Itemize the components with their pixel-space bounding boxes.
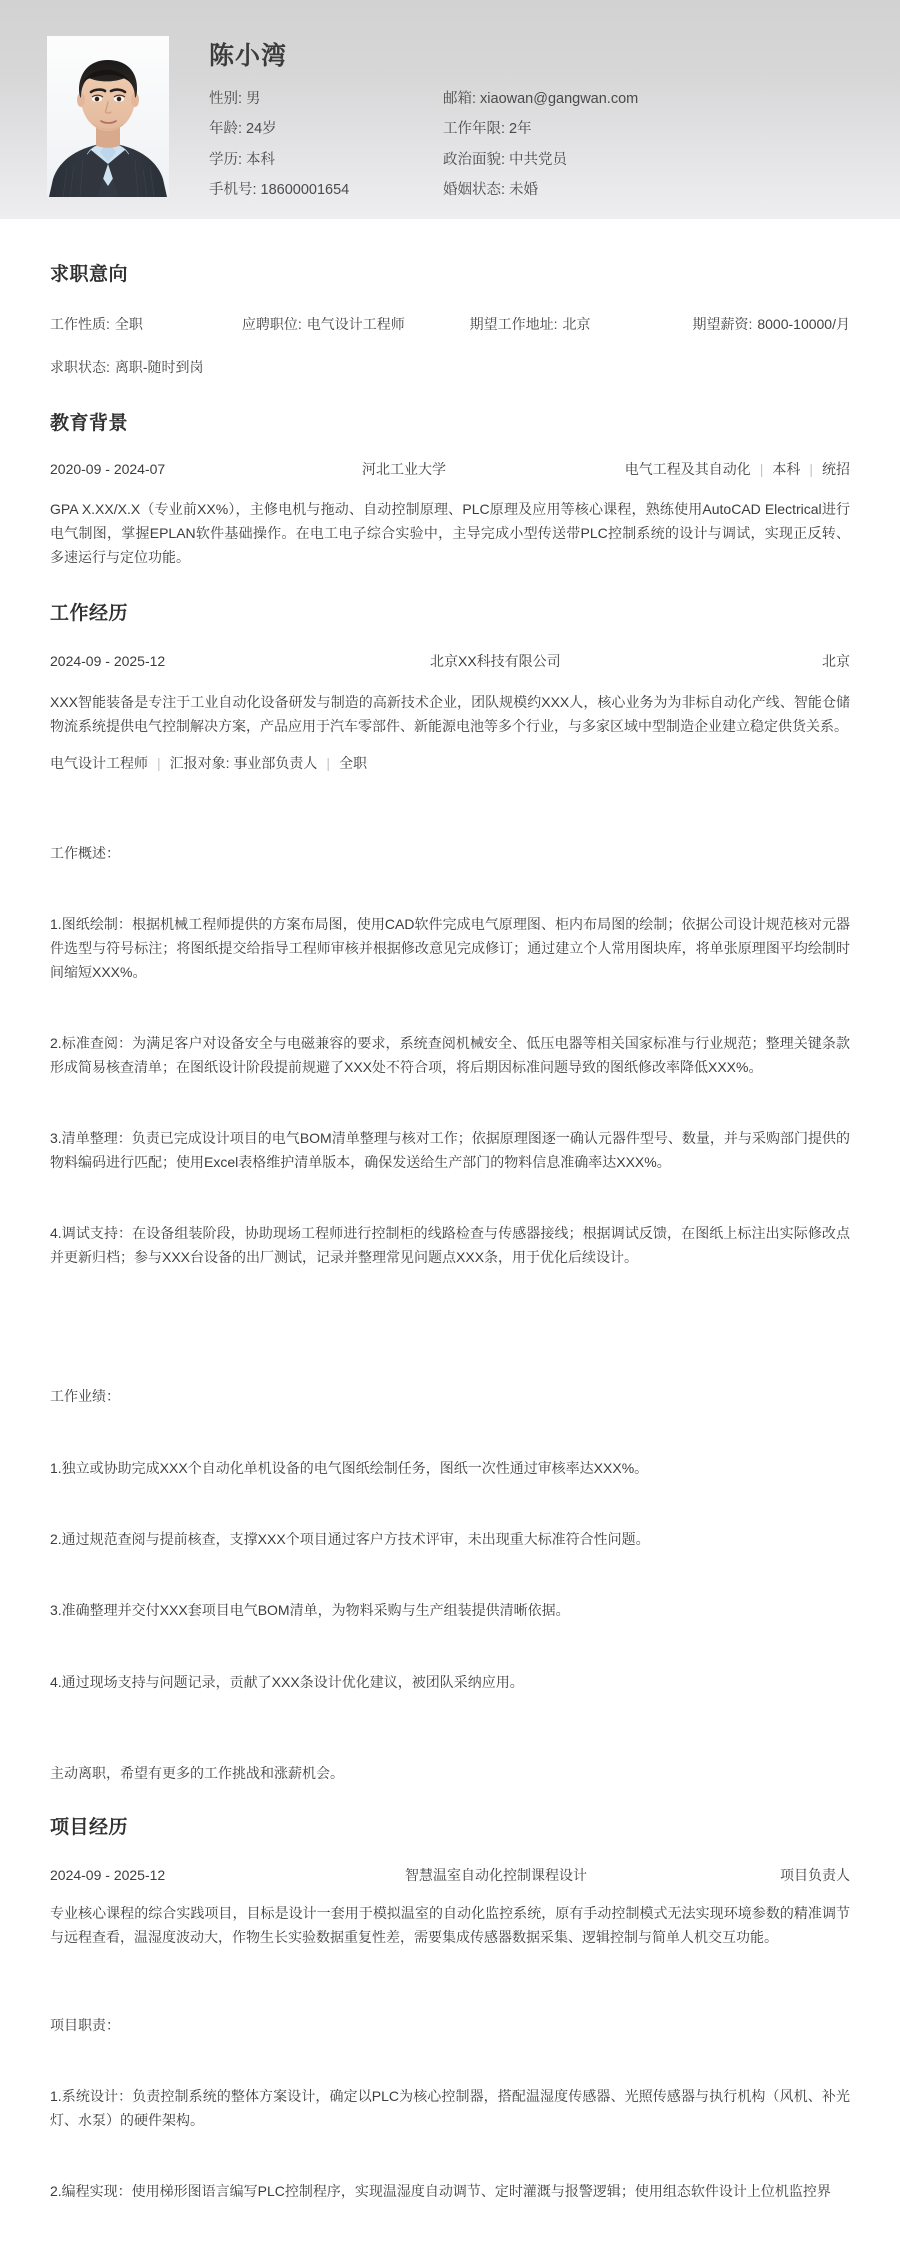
info-political-status: [443, 152, 900, 169]
project-description: 专业核心课程的综合实践项目，目标是设计一套用于模拟温室的自动化监控系统，原有手动控制模式无法实现环境参数的精准调节与远程查看，温湿度波动大，作物生长实验数据重复性差，需要集成传感器数据采集、逻辑控制与简单人机交互功能。: [50, 1905, 850, 1946]
project-meta-row: [50, 1865, 850, 1885]
work-leaving-reason: 主动离职，希望有更多的工作挑战和涨薪机会。: [50, 1765, 344, 1782]
info-degree: [209, 152, 443, 169]
work-overview-item: 2.标准查阅：为满足客户对设备安全与电磁兼容的要求，系统查阅机械安全、低压电器等相关国家标准与行业规范；整理关键条款形成简易核查清单；在图纸设计阶段提前规避了XXX处不符合项，将后期因标准问题导致的图纸修改率降低XXX%。: [50, 1034, 850, 1075]
project-date: 2024-09 - 2025-12: [50, 1867, 166, 1884]
project-entry: [50, 1865, 850, 2252]
project-duty-item: 2.编程实现：使用梯形图语言编写PLC控制程序，实现温湿度自动调节、定时灌溉与报警逻辑；使用组态软件设计上位机监控界: [50, 2183, 831, 2200]
info-political-status-value: 中共党员: [509, 151, 568, 168]
work-employment-type: 全职: [339, 755, 368, 772]
work-location: 北京: [822, 653, 850, 670]
section-title-job-intention: 求职意向: [50, 264, 129, 285]
intent-position-label: 应聘职位:: [241, 316, 302, 332]
education-meta-row: [50, 459, 850, 479]
info-email: [443, 91, 900, 108]
project-role: 项目负责人: [780, 1867, 850, 1884]
info-gender-label: 性别:: [209, 91, 243, 107]
education-date: 2020-09 - 2024-07: [50, 461, 166, 477]
avatar: [47, 36, 169, 197]
intent-position: [242, 314, 470, 334]
info-political-status-label: 政治面貌:: [443, 151, 506, 168]
info-marital-status-value: 未婚: [509, 182, 539, 199]
info-age: [209, 121, 443, 138]
info-marital-status: [443, 182, 900, 199]
work-achievement-item: 1.独立或协助完成XXX个自动化单机设备的电气图纸绘制任务，图纸一次性通过审核率达XXX%。: [50, 1459, 649, 1476]
project-duty-block: [50, 1966, 850, 2252]
intent-job-type: [50, 314, 242, 334]
work-company: 北京XX科技有限公司: [430, 653, 561, 670]
intent-status: [50, 357, 248, 377]
work-overview-item: 1.图纸绘制：根据机械工程师提供的方案布局图，使用CAD软件完成电气原理图、柜内布局图的绘制；依据公司设计规范核对元器件选型与符号标注；将图纸提交给指导工程师审核并根据修改意见完成修订；通过建立个人常用图块库，将单张原理图平均绘制时间缩短XXX%。: [50, 915, 850, 980]
info-marital-status-label: 婚姻状态:: [443, 182, 506, 199]
intent-salary-value: 8000-10000/月: [757, 316, 850, 332]
info-work-years-label: 工作年限:: [443, 121, 506, 138]
intent-location: [470, 314, 693, 334]
identity-block: [209, 36, 900, 200]
work-achievement-item: 2.通过规范查阅与提前核查，支撑XXX个项目通过客户方技术评审，未出现重大标准符合性问题。: [50, 1530, 650, 1547]
section-title-education: 教育背景: [50, 413, 129, 434]
intent-location-label: 期望工作地址:: [469, 316, 558, 332]
project-name: 智慧温室自动化控制课程设计: [405, 1867, 587, 1884]
work-report-to: 汇报对象: 事业部负责人: [169, 755, 318, 772]
info-degree-label: 学历:: [209, 151, 243, 168]
education-degree: 本科: [772, 461, 801, 477]
intent-status-label: 求职状态:: [50, 359, 110, 375]
intent-status-value: 离职-随时到岗: [114, 359, 204, 375]
education-description: GPA X.XX/X.X（专业前XX%），主修电机与拖动、自动控制原理、PLC原理及应用等核心课程，熟练使用AutoCAD Electrical进行电气制图，掌握EPLAN软件基础操作。在电工电子综合实验中，主导完成小型传送带PLC控制系统的设计与调试，实现正反转、多速运行与定位功能。: [50, 501, 850, 566]
work-role: 电气设计工程师: [50, 755, 148, 772]
info-gender-value: 男: [246, 91, 261, 107]
work-overview-item: 4.调试支持：在设备组装阶段，协助现场工程师进行控制柜的线路检查与传感器接线；根据调试反馈，在图纸上标注出实际修改点并更新归档；参与XXX台设备的出厂测试，记录并整理常见问题点XXX条，用于优化后续设计。: [50, 1225, 850, 1266]
work-overview-item: 3.清单整理：负责已完成设计项目的电气BOM清单整理与核对工作；依据原理图逐一确认元器件型号、数量，并与采购部门提供的物料编码进行匹配；使用Excel表格维护清单版本，确保发送给生产部门的物料信息准确率达XXX%。: [50, 1130, 850, 1170]
intent-salary-label: 期望薪资:: [692, 316, 753, 332]
education-entry: [50, 459, 850, 569]
section-work-experience: [50, 569, 850, 1784]
education-qualification: [625, 459, 850, 479]
info-phone-label: 手机号:: [209, 182, 257, 199]
work-overview-label: 工作概述：: [50, 844, 120, 861]
section-education: [50, 377, 850, 569]
personal-info-grid: [209, 91, 900, 200]
education-school: 河北工业大学: [362, 461, 446, 477]
section-title-project-experience: 项目经历: [50, 1817, 129, 1839]
candidate-name: 陈小湾: [209, 42, 288, 70]
intent-salary: [692, 314, 850, 334]
info-phone-value: 18600001654: [260, 182, 350, 199]
separator-icon: |: [809, 461, 813, 477]
work-achievement-label: 工作业绩：: [50, 1388, 120, 1405]
work-achievement-block: [50, 1338, 850, 1743]
education-admission: 统招: [822, 461, 850, 477]
info-email-value: xiaowan@gangwan.com: [480, 91, 639, 107]
work-achievement-item: 4.通过现场支持与问题记录，贡献了XXX条设计优化建议，被团队采纳应用。: [50, 1673, 524, 1690]
intent-job-type-value: 全职: [114, 316, 143, 332]
info-work-years-value: 2年: [509, 121, 532, 138]
work-role-line: [50, 754, 850, 774]
info-work-years: [443, 121, 900, 138]
intent-position-value: 电气设计工程师: [306, 316, 405, 332]
info-age-label: 年龄:: [209, 121, 243, 138]
separator-icon: |: [759, 461, 764, 477]
section-project-experience: [50, 1784, 850, 2252]
job-intention-row-2: [50, 357, 850, 377]
work-achievement-item: 3.准确整理并交付XXX套项目电气BOM清单，为物料采购与生产组装提供清晰依据。: [50, 1602, 570, 1619]
info-degree-value: 本科: [246, 151, 276, 168]
work-entry: [50, 651, 850, 1784]
work-meta-row: [50, 651, 850, 671]
education-major: 电气工程及其自动化: [624, 461, 751, 477]
info-gender: [209, 91, 443, 108]
job-intention-row-1: [50, 314, 850, 334]
intent-job-type-label: 工作性质:: [50, 316, 110, 332]
section-job-intention: [50, 219, 850, 377]
info-phone: [209, 182, 443, 199]
separator-icon: |: [326, 755, 331, 772]
section-title-work-experience: 工作经历: [50, 603, 129, 625]
separator-icon: |: [157, 755, 161, 772]
work-date: 2024-09 - 2025-12: [50, 653, 166, 670]
resume-body: [0, 219, 900, 2252]
intent-location-value: 北京: [562, 316, 591, 332]
work-overview-block: [50, 794, 850, 1318]
work-company-intro: XXX智能装备是专注于工业自动化设备研发与制造的高新技术企业，团队规模约XXX人，核心业务为为非标自动化产线、智能仓储物流系统提供电气控制解决方案，产品应用于汽车零部件、新能源电池等多个行业，与多家区域中型制造企业建立稳定供货关系。: [50, 694, 850, 735]
resume-header: [0, 0, 900, 219]
project-duty-item: 1.系统设计：负责控制系统的整体方案设计，确定以PLC为核心控制器，搭配温湿度传感器、光照传感器与执行机构（风机、补光灯、水泵）的硬件架构。: [50, 2088, 850, 2128]
project-duty-label: 项目职责：: [50, 2016, 120, 2033]
info-age-value: 24岁: [246, 121, 277, 138]
info-email-label: 邮箱:: [443, 91, 477, 107]
